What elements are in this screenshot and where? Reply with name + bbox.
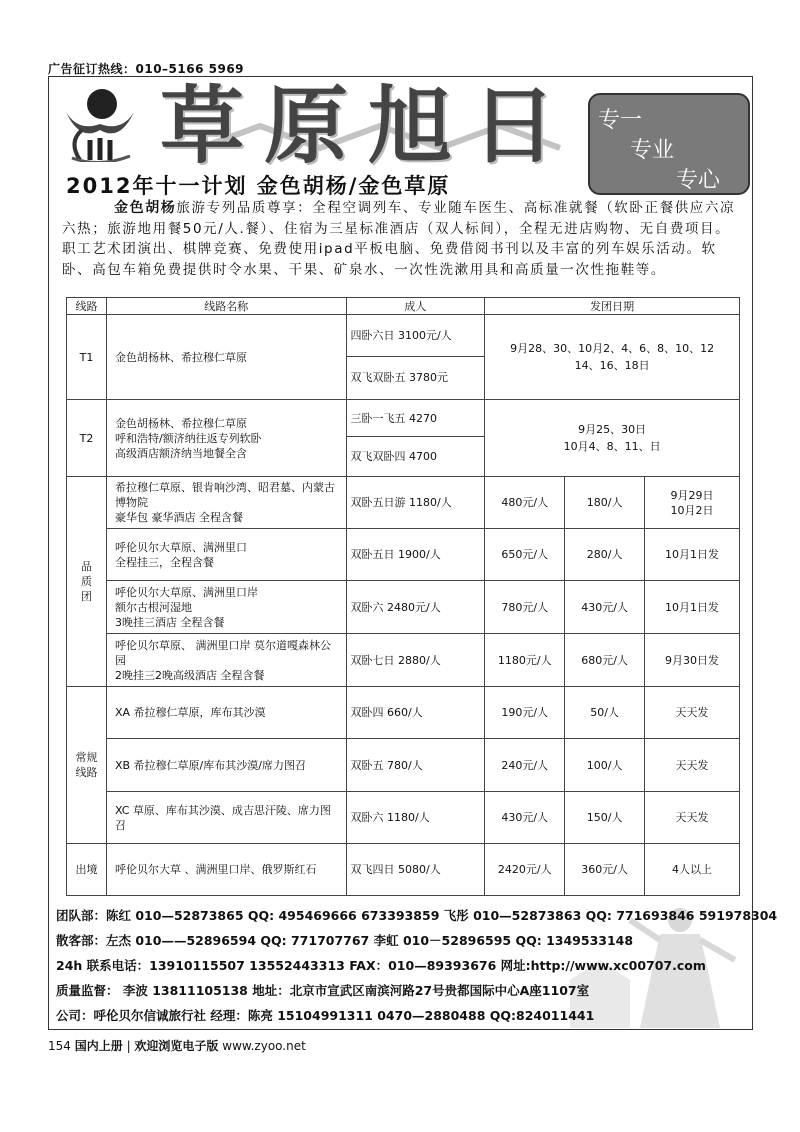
adult-price: 双卧五日游 1180/人 <box>346 477 485 529</box>
intro-text: 旅游专列品质尊享：全程空调列车、专业随车医生、高标准就餐（软卧正餐供应六凉六热；旅游地用餐50元/人.餐）、住宿为三星标准酒店（双人标间），全程无进店购物、无自费项目。职工艺术团演出、棋牌竞赛、免费使用ipad平板电脑、免费借阅书刊以及丰富的列车娱乐活动。软卧、高包车箱免费提供时令水果、干果、矿泉水、一次性洗漱用具和高质量一次性拖鞋等。 <box>62 200 736 278</box>
ad-hotline: 广告征订热线：010–5166 5969 <box>48 62 245 76</box>
adult-price: 双卧四 660/人 <box>346 687 485 739</box>
price-col-2: 240元/人 <box>485 739 565 792</box>
contact-block <box>56 903 778 1028</box>
departure-date: 9月30日发 <box>645 634 740 687</box>
page-number: 154 <box>48 1039 71 1053</box>
plan-title: 2012年十一计划 金色胡杨/金色草原 <box>66 174 451 198</box>
brand-logo <box>60 82 138 162</box>
price-col-2: 1180元/人 <box>485 634 565 687</box>
price-option: 四卧六日 3100元/人 <box>347 315 485 357</box>
footer-section: 国内上册 <box>74 1039 123 1053</box>
price-col-2: 2420元/人 <box>485 844 565 896</box>
table-row <box>67 844 740 896</box>
price-col-2: 650元/人 <box>485 529 565 581</box>
header-route-name: 线路名称 <box>106 298 346 315</box>
table-row <box>67 529 740 581</box>
price-col-3: 360元/人 <box>565 844 645 896</box>
route-name: 呼伦贝尔大草 、满洲里口岸、俄罗斯红石 <box>106 844 346 896</box>
departure-date: 天天发 <box>645 687 740 739</box>
contact-team: 团队部：陈红 010—52873865 QQ: 495469666 673393859 飞彤 010—52873863 QQ: 771693846 591978304 <box>56 908 778 923</box>
motto-badge <box>588 93 750 195</box>
intro-paragraph <box>62 198 742 280</box>
price-col-2: 430元/人 <box>485 792 565 844</box>
price-col-3: 280/人 <box>565 529 645 581</box>
intro-highlight: 金色胡杨 <box>114 200 177 216</box>
price-option: 双飞双卧五 3780元 <box>350 371 449 384</box>
table-row <box>67 581 740 634</box>
header-route: 线路 <box>67 298 107 315</box>
adult-price: 双卧五 780/人 <box>346 739 485 792</box>
table-row <box>67 792 740 844</box>
table-row-t1 <box>67 315 740 400</box>
price-col-2: 480元/人 <box>485 477 565 529</box>
price-col-3: 150/人 <box>565 792 645 844</box>
departure-date: 9月29日 10月2日 <box>645 477 740 529</box>
route-name: XB 希拉穆仁草原/库布其沙漠/席力图召 <box>106 739 346 792</box>
adult-price: 双飞四日 5080/人 <box>346 844 485 896</box>
contact-quality: 质量监督： 李波 13811105138 地址：北京市宣武区南滨河路27号贵都国际中心A座1107室 <box>56 983 590 998</box>
motto-line-2: 专业 <box>630 138 675 163</box>
table-row-t2 <box>67 400 740 477</box>
group-label-regular: 常规 线路 <box>67 687 107 844</box>
contact-individual: 散客部：左杰 010——52896594 QQ: 771707767 李虹 010－52896595 QQ: 1349533148 <box>56 933 634 948</box>
price-col-3: 430元/人 <box>565 581 645 634</box>
route-code: T2 <box>67 400 107 477</box>
route-table <box>66 297 740 896</box>
price-col-3: 180/人 <box>565 477 645 529</box>
departure-date: 10月1日发 <box>645 581 740 634</box>
adult-price: 双卧六 2480元/人 <box>346 581 485 634</box>
route-name: 金色胡杨林、希拉穆仁草原 <box>106 315 346 400</box>
table-row <box>67 477 740 529</box>
price-option: 三卧一飞五 4270 <box>347 400 485 437</box>
adult-price: 双卧七日 2880/人 <box>346 634 485 687</box>
price-col-3: 100/人 <box>565 739 645 792</box>
contact-company: 公司：呼伦贝尔信诚旅行社 经理：陈亮 15104991311 0470—2880488 QQ:824011441 <box>56 1008 595 1023</box>
departure-date: 10月1日发 <box>645 529 740 581</box>
departure-date: 天天发 <box>645 739 740 792</box>
route-name: 呼伦贝尔大草原、满洲里口 全程挂三，全程含餐 <box>106 529 346 581</box>
route-name: XC 草原、库布其沙漠、成吉思汗陵、席力图召 <box>106 792 346 844</box>
footer-url: www.zyoo.net <box>222 1039 306 1053</box>
contact-24h: 24h 联系电话：13910115507 13552443313 FAX：010—89393676 网址:http://www.xc00707.com <box>56 958 706 973</box>
route-name: 希拉穆仁草原、银肯响沙湾、昭君墓、内蒙古博物院 豪华包 豪华酒店 全程含餐 <box>106 477 346 529</box>
route-name: XA 希拉穆仁草原，库布其沙漠 <box>106 687 346 739</box>
header-dates: 发团日期 <box>485 298 740 315</box>
adult-price: 双卧六 1180/人 <box>346 792 485 844</box>
table-row <box>67 634 740 687</box>
price-col-3: 680元/人 <box>565 634 645 687</box>
header-adult: 成人 <box>346 298 485 315</box>
group-label-outbound: 出境 <box>67 844 107 896</box>
route-code: T1 <box>67 315 107 400</box>
adult-price: 双卧五日 1900/人 <box>346 529 485 581</box>
motto-line-1: 专一 <box>598 108 643 133</box>
departure-dates: 9月28、30、10月2、4、6、8、10、12 14、16、18日 <box>485 315 740 400</box>
group-label-quality: 品 质 团 <box>67 477 107 687</box>
departure-dates: 9月25、30日 10月4、8、11、日 <box>485 400 740 477</box>
motto-line-3: 专心 <box>676 168 721 193</box>
route-name: 呼伦贝尔大草原、满洲里口岸 额尔古根河湿地 3晚挂三酒店 全程含餐 <box>106 581 346 634</box>
price-col-3: 50/人 <box>565 687 645 739</box>
price-col-2: 190元/人 <box>485 687 565 739</box>
table-row <box>67 739 740 792</box>
departure-date: 4人以上 <box>645 844 740 896</box>
page-footer: 154 国内上册 | 欢迎浏览电子版 www.zyoo.net <box>48 1039 306 1053</box>
departure-date: 天天发 <box>645 792 740 844</box>
route-name: 金色胡杨林、希拉穆仁草原 呼和浩特/额济纳往返专列软卧 高级酒店额济纳当地餐全含 <box>106 400 346 477</box>
table-row <box>67 687 740 739</box>
footer-tagline: 欢迎浏览电子版 <box>134 1039 219 1053</box>
price-option: 双飞双卧四 4700 <box>350 450 438 463</box>
route-name: 呼伦贝尔草原、 满洲里口岸 莫尔道嘎森林公园 2晚挂三2晚高级酒店 全程含餐 <box>106 634 346 687</box>
price-col-2: 780元/人 <box>485 581 565 634</box>
brand-title: 草原旭日 <box>160 76 577 175</box>
table-header <box>67 298 740 315</box>
